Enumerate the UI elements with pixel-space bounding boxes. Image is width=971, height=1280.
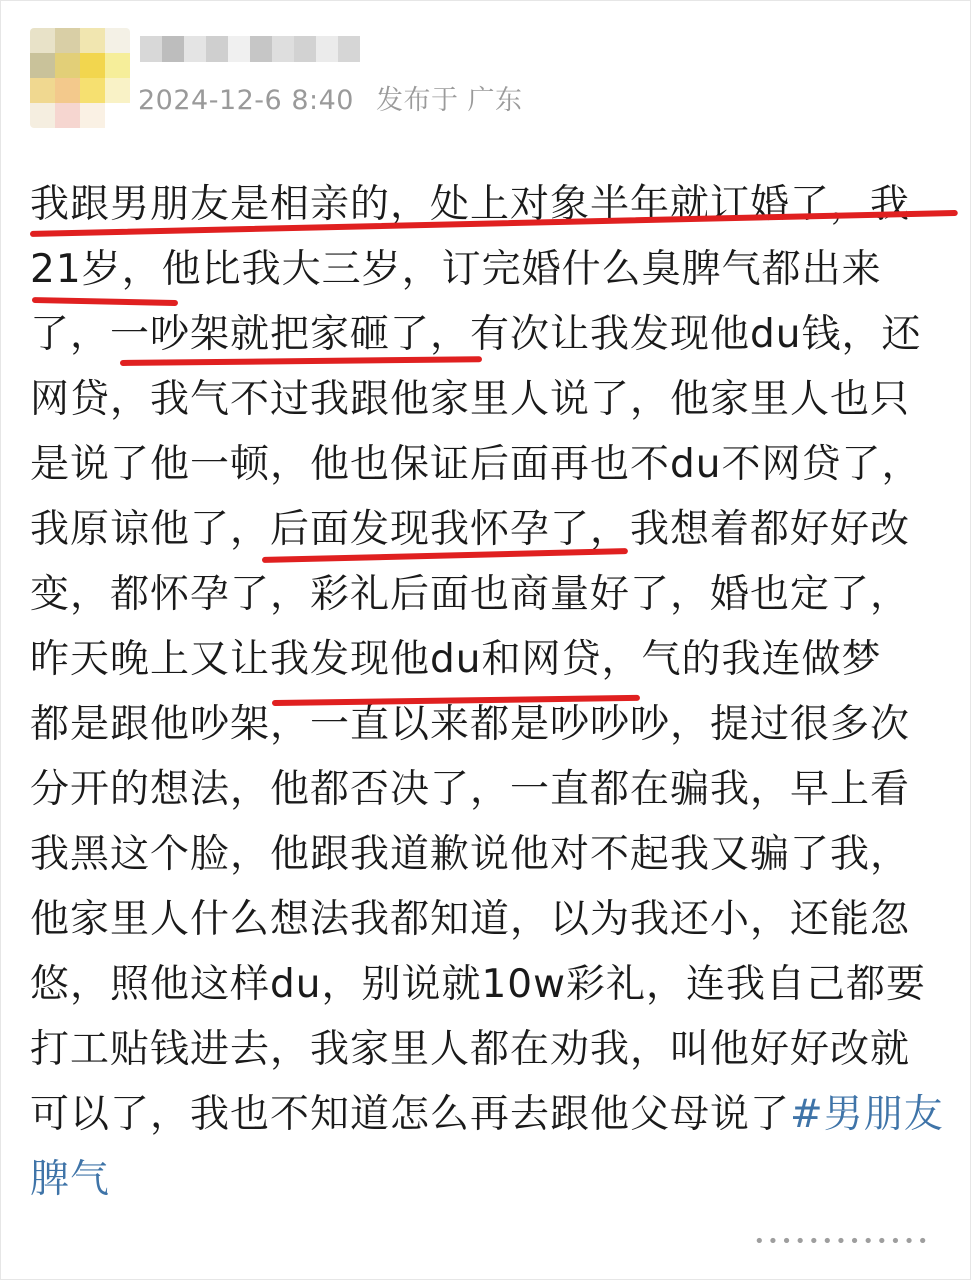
post-line-with-hashtag [30,1092,944,1138]
post-line: 变，都怀孕了，彩礼后面也商量好了，婚也定了， [30,572,911,617]
post-line: 是说了他一顿，他也保证后面再也不du不网贷了， [30,442,922,487]
post-location: 发布于 广东 [375,85,523,116]
post-line: 我黑这个脸，他跟我道歉说他对不起我又骗了我， [30,832,911,877]
post-line: 悠，照他这样du，别说就10w彩礼，连我自己都要 [30,962,926,1007]
avatar[interactable] [30,28,130,128]
post-timestamp: 2024-12-6 8:40 [138,85,354,116]
post-line: 分开的想法，他都否决了，一直都在骗我，早上看 [30,767,911,812]
post-line: 21岁，他比我大三岁，订完婚什么臭脾气都出来 [30,247,882,292]
post-line: 可以了，我也不知道怎么再去跟他父母说了 [30,1092,791,1137]
username-blurred[interactable] [140,36,360,62]
post-line: 我跟男朋友是相亲的，处上对象半年就订婚了，我 [30,182,911,227]
post-line: 了，一吵架就把家砸了，有次让我发现他du钱，还 [30,312,922,357]
hashtag-link[interactable]: #男朋友 [790,1092,944,1137]
post-line: 网贷，我气不过我跟他家里人说了，他家里人也只 [30,377,911,422]
post-line: 都是跟他吵架，一直以来都是吵吵吵，提过很多次 [30,702,911,747]
post-meta [138,78,523,117]
highlight-underline [32,297,178,306]
more-dots-icon[interactable]: ••••••••••••• [753,1231,931,1252]
post-line: 他家里人什么想法我都知道，以为我还小，还能忽 [30,897,911,942]
post-line: 昨天晚上又让我发现他du和网贷，气的我连做梦 [30,637,882,682]
post-line: 打工贴钱进去，我家里人都在劝我，叫他好好改就 [30,1027,911,1072]
hashtag-link-continued[interactable]: 脾气 [30,1157,111,1202]
post-line: 我原谅他了，后面发现我怀孕了，我想着都好好改 [30,507,911,552]
